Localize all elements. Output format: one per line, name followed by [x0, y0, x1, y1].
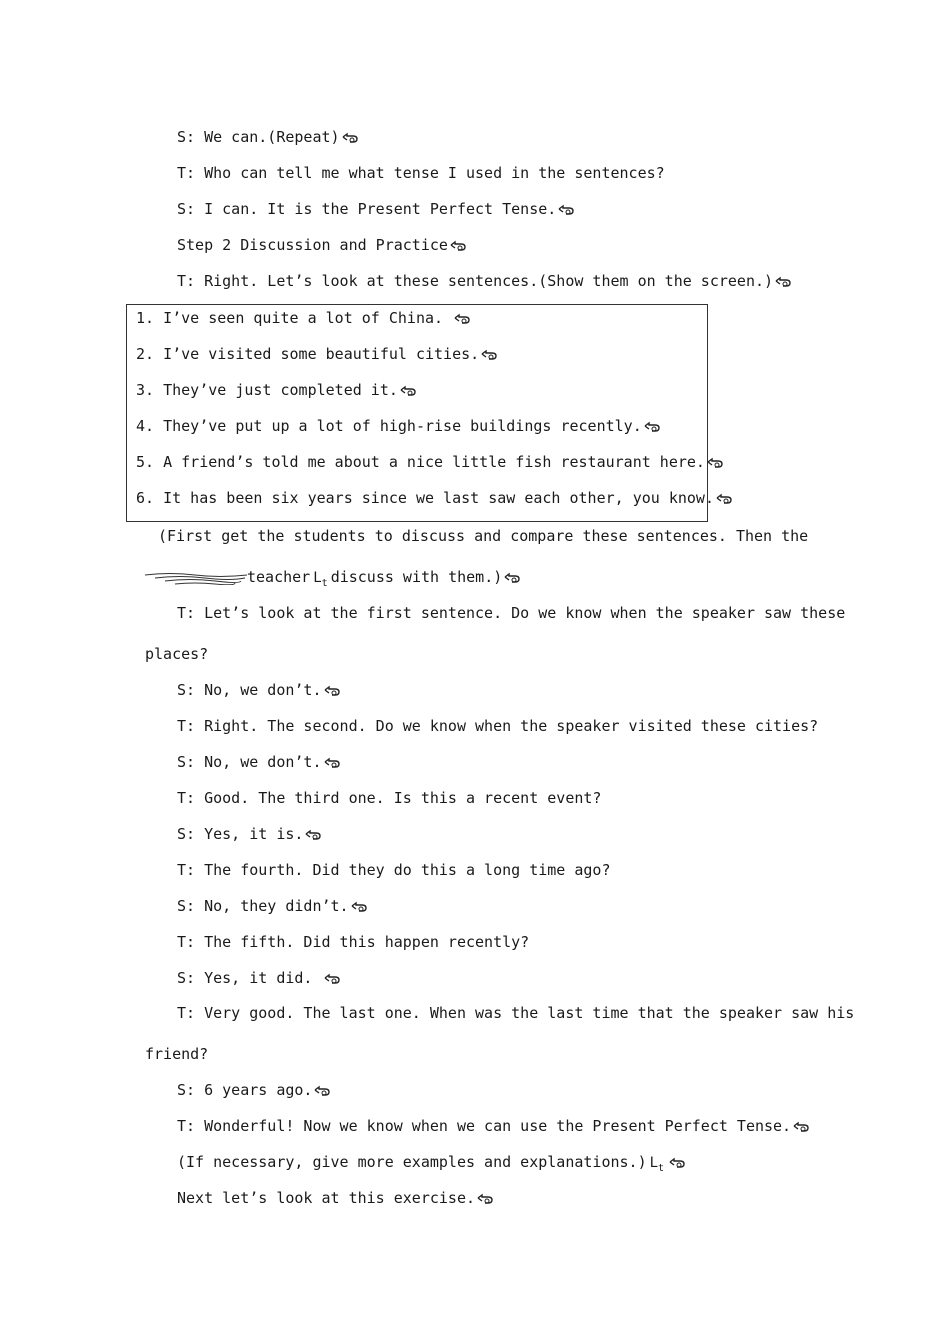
sub-mark: $L_t$ [649, 1155, 665, 1174]
line-t-very-good: T: Very good. The last one. When was the last time that the speaker saw his [177, 1004, 855, 1022]
line-t-fourth: T: The fourth. Did they do this a long time ago? [177, 861, 611, 879]
line-s-no-we-dont-2: S: No, we don’t. [177, 752, 341, 772]
line-s-i-can: S: I can. It is the Present Perfect Tense. [177, 199, 575, 219]
line-teacher-discuss: teacher $L_t$ discuss with them.) [145, 567, 521, 587]
paragraph-mark-icon [313, 1085, 331, 1097]
box-item: 2. I’ve visited some beautiful cities. [136, 344, 498, 364]
paragraph-mark-icon [449, 240, 467, 252]
line-s-we-can: S: We can.(Repeat) [177, 127, 359, 147]
line-s-no-they-didnt: S: No, they didn’t. [177, 896, 368, 916]
wavy-lines-decoration [145, 571, 247, 585]
line-s-6-years: S: 6 years ago. [177, 1080, 331, 1100]
paragraph-mark-icon [792, 1121, 810, 1133]
paragraph-mark-icon [706, 457, 724, 469]
paragraph-mark-icon [480, 349, 498, 361]
line-if-necessary: (If necessary, give more examples and explanations.) $L_t$ [177, 1152, 686, 1172]
line-places: places? [145, 645, 209, 663]
paragraph-mark-icon [715, 493, 733, 505]
box-item: 3. They’ve just completed it. [136, 380, 417, 400]
paragraph-mark-icon [341, 132, 359, 144]
line-t-lets-look: T: Let’s look at the first sentence. Do we know when the speaker saw these [177, 604, 846, 622]
line-t-fifth: T: The fifth. Did this happen recently? [177, 933, 530, 951]
line-t-wonderful: T: Wonderful! Now we know when we can use the Present Perfect Tense. [177, 1116, 810, 1136]
line-next-exercise: Next let’s look at this exercise. [177, 1188, 494, 1208]
paragraph-mark-icon [350, 901, 368, 913]
paragraph-mark-icon [399, 385, 417, 397]
box-item: 5. A friend’s told me about a nice little fish restaurant here. [136, 452, 724, 472]
line-s-yes-it-is: S: Yes, it is. [177, 824, 322, 844]
line-friend: friend? [145, 1045, 209, 1063]
paragraph-mark-icon [476, 1193, 494, 1205]
line-t-second: T: Right. The second. Do we know when the speaker visited these cities? [177, 717, 819, 735]
paragraph-mark-icon [503, 572, 521, 584]
paragraph-mark-icon [304, 829, 322, 841]
line-t-right: T: Right. Let’s look at these sentences.(Show them on the screen.) [177, 271, 792, 291]
paragraph-first-get: (First get the students to discuss and compare these sentences. Then the [158, 527, 809, 545]
line-s-no-we-dont: S: No, we don’t. [177, 680, 341, 700]
paragraph-mark-icon [323, 757, 341, 769]
paragraph-mark-icon [453, 313, 471, 325]
step-heading: Step 2 Discussion and Practice [177, 235, 467, 255]
sub-mark: $L_t$ [313, 570, 328, 589]
paragraph-mark-icon [643, 421, 661, 433]
paragraph-mark-icon [323, 973, 341, 985]
paragraph-mark-icon [668, 1157, 686, 1169]
paragraph-mark-icon [774, 276, 792, 288]
box-item: 1. I’ve seen quite a lot of China. [136, 308, 471, 328]
box-item: 4. They’ve put up a lot of high-rise buildings recently. [136, 416, 661, 436]
box-item: 6. It has been six years since we last saw each other, you know. [136, 488, 733, 508]
paragraph-mark-icon [323, 685, 341, 697]
paragraph-mark-icon [557, 204, 575, 216]
line-s-yes-it-did: S: Yes, it did. [177, 968, 341, 988]
line-t-who-can-tell: T: Who can tell me what tense I used in the sentences? [177, 164, 665, 182]
line-t-third: T: Good. The third one. Is this a recent event? [177, 789, 602, 807]
